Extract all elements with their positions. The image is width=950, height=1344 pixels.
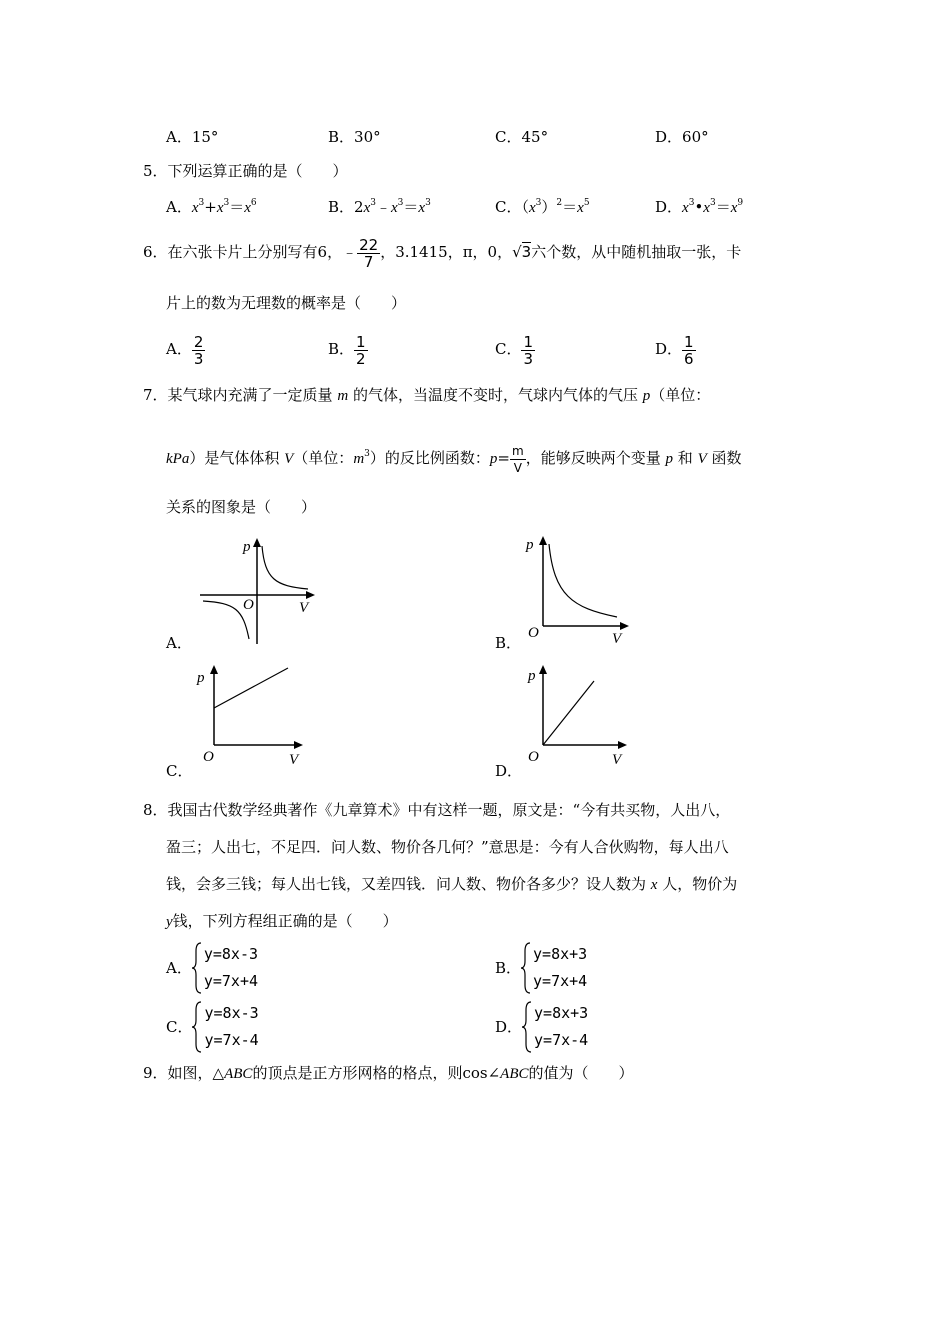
- svg-text:p: p: [526, 537, 534, 553]
- q7-graph-a: [195, 534, 320, 649]
- q8-option-b[interactable]: B． y=8x+3 y=7x+4: [495, 940, 587, 995]
- brace-icon: [192, 1000, 202, 1054]
- q4-option-a[interactable]: A．15°: [166, 128, 219, 146]
- q6-stem-line2: 片上的数为无理数的概率是（ ）: [166, 294, 407, 312]
- q4-option-b[interactable]: B．30°: [328, 128, 381, 146]
- svg-text:p: p: [528, 668, 536, 684]
- svg-text:V: V: [612, 752, 622, 768]
- q6-option-b[interactable]: B． $\frac{1}{2}$: [328, 332, 366, 368]
- brace-icon: [192, 941, 202, 995]
- q6-option-a[interactable]: A． $\frac{2}{3}$: [166, 332, 204, 368]
- q7-option-b[interactable]: B．: [495, 634, 522, 652]
- q8-option-a[interactable]: A． y=8x-3 y=7x+4: [166, 940, 258, 995]
- q5-option-c[interactable]: C．$(x^3)^2=x^5$: [495, 198, 590, 216]
- svg-text:p: p: [243, 539, 251, 555]
- brace-icon: [522, 1000, 532, 1054]
- option-label: A．: [166, 198, 192, 216]
- q5-stem: 5．下列运算正确的是（ ）: [143, 162, 348, 180]
- q7-stem-line3: 关系的图象是（ ）: [166, 498, 317, 516]
- svg-text:V: V: [289, 752, 299, 768]
- q7-stem-line2: kPa）是气体体积 V（单位：$m^3$）的反比例函数：p= $\frac{m}{V}$ ，能够反映两个变量 p 和 V 函数: [166, 443, 742, 475]
- q7-stem-line1: 7．某气球内充满了一定质量 m 的气体，当温度不变时，气球内气体的气压 p（单位：: [143, 386, 711, 404]
- q7-graph-c: [193, 660, 308, 770]
- q6-stem-line1: 6．在六张卡片上分别写有6，﹣ $\frac{22}{7}$ ，3.1415，π，0，√3六个数，从中随机抽取一张，卡: [143, 235, 742, 271]
- q5-option-b[interactable]: B．$2x^3﹣x^3=x^3$: [328, 198, 431, 216]
- q8-stem-line1: 8．我国古代数学经典著作《九章算术》中有这样一题，原文是：“今有共买物，人出八，: [143, 801, 731, 819]
- q5-option-a[interactable]: A．$x^3+x^3=x^6$: [166, 198, 257, 216]
- svg-text:O: O: [528, 749, 539, 765]
- q9-stem: 9．如图，△ABC的顶点是正方形网格的格点，则cos∠ABC的值为（ ）: [143, 1064, 634, 1082]
- q8-stem-line2: 盈三；人出七，不足四．问人数、物价各几何？”意思是：今有人合伙购物，每人出八: [166, 838, 729, 856]
- svg-text:O: O: [528, 625, 539, 641]
- q7-graph-d: [522, 660, 632, 770]
- svg-text:V: V: [612, 631, 622, 647]
- q6-option-c[interactable]: C． $\frac{1}{3}$: [495, 332, 534, 368]
- option-label: C．: [495, 198, 522, 216]
- option-label: B．: [328, 198, 355, 216]
- q8-stem-line3: 钱，会多三钱；每人出七钱，又差四钱．问人数、物价各多少？设人数为 x 人，物价为: [166, 875, 738, 893]
- option-label: D．: [655, 198, 683, 216]
- q7-option-c[interactable]: C．: [166, 762, 193, 780]
- q4-option-d[interactable]: D．60°: [655, 128, 709, 146]
- q5-option-d[interactable]: D．$x^3•x^3=x^9$: [655, 198, 744, 216]
- brace-icon: [521, 941, 531, 995]
- q8-stem-line4: y钱，下列方程组正确的是（ ）: [166, 912, 398, 930]
- svg-text:p: p: [197, 670, 205, 686]
- q8-option-c[interactable]: C． y=8x-3 y=7x-4: [166, 999, 259, 1054]
- svg-text:O: O: [203, 749, 214, 765]
- q7-option-d[interactable]: D．: [495, 762, 523, 780]
- q7-option-a[interactable]: A．: [166, 634, 192, 652]
- sqrt-icon: √: [512, 243, 522, 261]
- q8-option-d[interactable]: D． y=8x+3 y=7x-4: [495, 999, 588, 1054]
- svg-text:O: O: [243, 597, 254, 613]
- q6-fraction: $\frac{22}{7}$: [359, 235, 379, 271]
- svg-text:V: V: [299, 600, 309, 616]
- q7-graph-b: [522, 530, 632, 648]
- q4-option-c[interactable]: C．45°: [495, 128, 549, 146]
- q6-option-d[interactable]: D． $\frac{1}{6}$: [655, 332, 694, 368]
